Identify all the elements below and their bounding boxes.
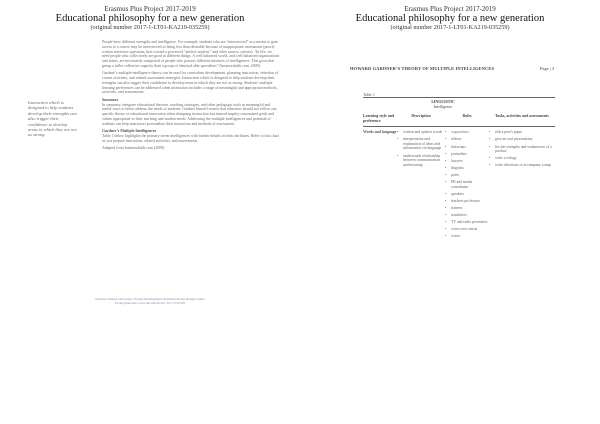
sidebar-note: Instruction which is designed to help students develop their strengths can also trigger their confidence to develop areas in which they are not as strong. <box>28 100 77 138</box>
list-item: • edit a peer's paper <box>489 130 555 135</box>
list-item: • lawyers <box>445 159 489 164</box>
list-item: • linguists <box>445 166 489 171</box>
table-header-row <box>363 111 555 126</box>
intelligence-title <box>397 98 489 111</box>
list-item: • translators <box>445 213 489 218</box>
summary-heading: Summary <box>102 97 119 102</box>
list-item: • list the strengths and weaknesses of a product <box>489 145 555 154</box>
page-number: Page | 3 <box>540 66 555 71</box>
list-item: • editors <box>445 137 489 142</box>
paragraph: Table 1 below highlights the primary seven intelligences with further details on their attributes. Refer to this chart as you prepare instruction, related activities, and assessments. <box>102 133 279 143</box>
list-item: • trainers <box>445 206 489 211</box>
list-item: • write a eulogy <box>489 156 555 161</box>
list-item: • voice-over artists <box>445 227 489 232</box>
adapted-note: Adapted from businessballs.com (2009) <box>102 145 165 150</box>
list-item: • journalists <box>445 152 489 157</box>
list-item: • written and spoken words <box>397 130 445 135</box>
intelligence-table <box>363 97 555 241</box>
project-name: Erasmus Plus Project 2017-2019 <box>104 5 196 13</box>
project-name: Erasmus Plus Project 2017-2019 <box>404 5 496 13</box>
page-header <box>0 5 300 31</box>
paragraph: Gardner’s multiple intelligence theory can be used for curriculum development, planning instruction, selection of course activities, and related assessment strategies. Instruction which is designed to help students develop their strengths can also trigger their confidence to develop areas in which they are not as strong. Students’ multiple learning preferences can be addressed when instruction includes a range of meaningful and appropriate methods, activities, and assessments. <box>102 71 279 95</box>
paragraph: People have different strengths and intelligence. For example, students who are “interviewed” as a means to gain access to a course may be interviewed as being less than desirable because of inappropriate assessment (poorly written interview questions, bias toward a perceived “perfect student,” and other narrow criteria). “In life, we need people who collectively are good at different things. A well balanced world, and well balanced organizations and teams, are necessarily comprised of people who possess different mixtures of intelligences. This gives that group a fuller collective capacity than a group of identical able specialists” (businessballs.com, 2009). <box>102 40 280 68</box>
roles-list <box>445 130 489 238</box>
intelligence-name: LINGUISTIC <box>431 100 455 104</box>
description-list <box>397 130 445 167</box>
tasks-list <box>489 130 555 167</box>
table-row <box>363 127 555 241</box>
page-header <box>300 5 600 31</box>
column-header: Roles <box>462 114 472 119</box>
column-header: Description <box>411 114 431 119</box>
project-title: Educational philosophy for a new generation <box>55 13 245 24</box>
list-item: • TV and radio presenters <box>445 220 489 225</box>
paragraph: In summary, integrate educational theories, teaching strategies, and other pedagogic tools in meaningful and useful ways to better address the needs of students. Gardner himself asserts that educators should not follow one specific theory or educational innovation when designing instruction but instead employ customized goals and values appropriate to their teaching and student needs. Addressing the multiple intelligences and potential of students can help instructors personalize their instruction and methods of assessment. <box>102 102 277 126</box>
table-label: Table 1 <box>363 92 375 97</box>
list-item: • writer <box>445 234 489 239</box>
list-item: • interpretation and explanation of ideas and information via language <box>397 137 445 151</box>
list-item: • PR and media consultants <box>445 180 489 189</box>
column-header: Learning style and preference <box>363 114 395 123</box>
list-item: • understands relationship between communication and meaning <box>397 154 445 168</box>
page-footer <box>0 297 300 305</box>
project-title: Educational philosophy for a new generation <box>355 13 545 24</box>
table-title-row <box>363 98 555 111</box>
project-number: (original number 2017-1-LT01-KA219-035259) <box>390 24 510 31</box>
gardner-heading: Gardner’s Multiple Intelligences <box>102 129 157 134</box>
intelligence-subtitle: Intelligence <box>433 104 453 109</box>
list-item: • write directions to accompany a map <box>489 163 555 168</box>
list-item: • speakers <box>445 192 489 197</box>
running-title: HOWARD GARDNER’S THEORY OF MULTIPLE INTELLIGENCES <box>350 66 495 71</box>
list-item: • copywriters <box>445 130 489 135</box>
list-item: • give an oral presentation <box>489 137 555 142</box>
list-item: • teachers professors <box>445 199 489 204</box>
main-text <box>102 40 280 153</box>
footer-contact-link[interactable]: facdev@niu.edu, www.niu.edu/facdev, 815.753.0595 <box>114 301 186 305</box>
footer-institution: Northern Illinois University, Faculty Development and Instructional Design Center <box>95 297 205 301</box>
learning-style-cell: Words and language <box>363 130 397 135</box>
column-header: Tasks, activities and assessments <box>495 114 549 119</box>
list-item: • historians <box>445 145 489 150</box>
project-number: (original number 2017-1-LT01-KA219-035259) <box>90 24 210 31</box>
right-page <box>300 0 600 424</box>
list-item: • poets <box>445 173 489 178</box>
